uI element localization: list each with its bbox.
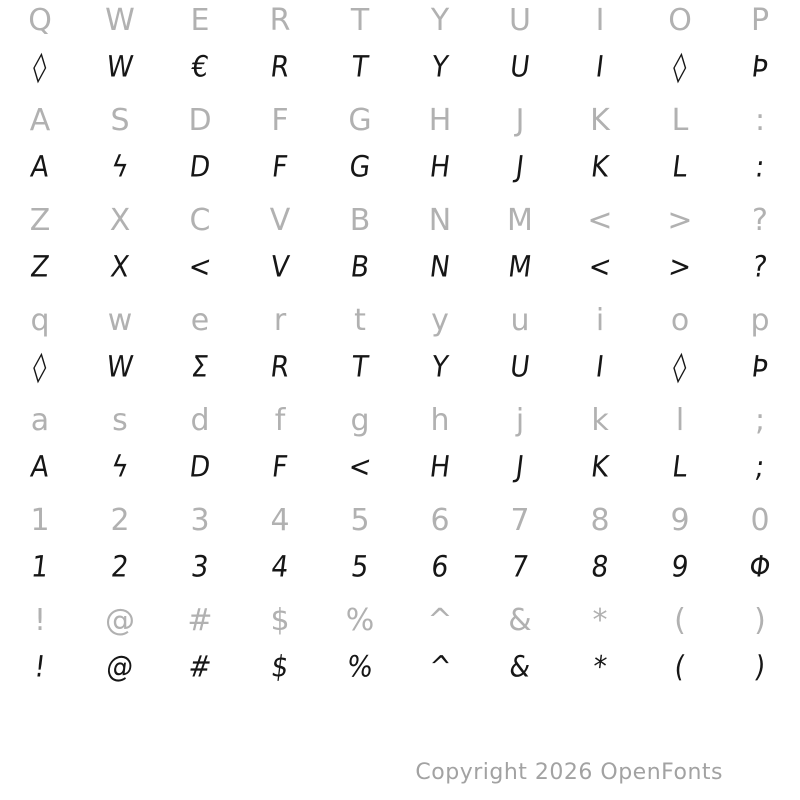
copyright-text: Copyright 2026 OpenFonts [415,760,723,785]
reference-glyph: F [271,102,289,138]
rune-glyph: H [427,148,453,184]
rune-row-asdf-lowercase [0,450,800,500]
rune-glyph: : [753,148,767,184]
rune-glyph: T [349,48,371,84]
reference-glyph: 4 [270,502,290,538]
reference-glyph: 7 [510,502,530,538]
rune-row-symbols [0,650,800,700]
reference-glyph: L [671,102,689,138]
glyph-row-block-qwerty-lowercase [0,300,800,400]
glyph-row-block-digits [0,500,800,600]
reference-glyph: l [675,402,685,438]
rune-glyph: J [513,448,527,484]
reference-glyph: G [348,102,372,138]
rune-glyph: W [104,348,136,384]
rune-glyph: I [593,348,607,384]
reference-glyph: X [109,202,131,238]
rune-glyph: U [508,48,532,84]
rune-glyph: N [427,248,453,284]
reference-glyph: ! [33,602,47,638]
reference-glyph: u [510,302,530,338]
rune-glyph: ^ [426,648,454,684]
reference-glyph: & [508,602,532,638]
reference-glyph: d [190,402,210,438]
reference-glyph: M [507,202,533,238]
reference-glyph: J [515,102,525,138]
rune-glyph: ( [672,648,688,684]
rune-glyph: D [187,448,213,484]
rune-glyph: < [186,248,214,284]
reference-glyph: 3 [190,502,210,538]
reference-glyph: $ [270,602,290,638]
rune-glyph: ◊ [671,48,689,84]
rune-glyph: R [268,48,292,84]
rune-glyph: D [187,148,213,184]
reference-glyph: a [30,402,50,438]
rune-glyph: K [589,448,611,484]
rune-glyph: L [670,148,690,184]
glyph-row-block-asdf-uppercase [0,100,800,200]
reference-glyph: ; [754,402,766,438]
reference-glyph: : [754,102,766,138]
rune-glyph: @ [104,648,136,684]
rune-row-qwerty-uppercase [0,50,800,100]
reference-glyph: ? [752,202,768,238]
rune-glyph: H [427,448,453,484]
rune-glyph: K [589,148,611,184]
rune-glyph: G [347,148,373,184]
glyph-row-block-zxcv-uppercase [0,200,800,300]
reference-glyph: e [190,302,210,338]
rune-glyph: ◊ [671,348,689,384]
reference-glyph: Q [28,2,52,38]
reference-glyph: o [670,302,690,338]
reference-glyph: A [29,102,51,138]
rune-glyph: 1 [29,548,51,584]
rune-glyph: Y [429,48,451,84]
rune-row-asdf-uppercase [0,150,800,200]
reference-glyph: 1 [30,502,50,538]
reference-glyph: j [515,402,525,438]
reference-glyph: * [592,602,608,638]
reference-glyph: K [590,102,610,138]
rune-glyph: 3 [189,548,211,584]
reference-glyph: q [30,302,50,338]
reference-glyph: # [187,602,213,638]
rune-glyph: 8 [589,548,611,584]
reference-glyph: s [112,402,128,438]
rune-glyph: Y [429,348,451,384]
reference-glyph: 6 [430,502,450,538]
reference-glyph: N [428,202,452,238]
rune-glyph: I [593,48,607,84]
reference-glyph: f [274,402,286,438]
rune-glyph: ◊ [31,348,49,384]
rune-glyph: L [670,448,690,484]
reference-glyph: T [350,2,370,38]
rune-glyph: A [28,148,52,184]
reference-glyph: U [509,2,531,38]
reference-glyph: ( [674,602,686,638]
rune-glyph: > [666,248,694,284]
reference-glyph: k [591,402,609,438]
rune-glyph: < [346,448,374,484]
rune-glyph: 2 [109,548,131,584]
rune-glyph: ? [750,248,770,284]
reference-glyph: 2 [110,502,130,538]
rune-glyph: $ [269,648,291,684]
rune-glyph: < [586,248,614,284]
rune-glyph: ! [32,648,48,684]
reference-glyph: y [431,302,449,338]
rune-glyph: ϟ [109,148,131,184]
glyph-row-block-asdf-lowercase [0,400,800,500]
rune-glyph: 7 [509,548,531,584]
reference-glyph: 9 [670,502,690,538]
reference-glyph: P [750,2,770,38]
reference-glyph: S [110,102,130,138]
rune-glyph: R [268,348,292,384]
rune-row-digits [0,550,800,600]
rune-glyph: 9 [669,548,691,584]
rune-glyph: F [270,148,290,184]
rune-glyph: ϟ [109,448,131,484]
reference-glyph: W [105,2,135,38]
rune-glyph: J [513,148,527,184]
reference-glyph: ) [754,602,766,638]
glyph-row-block-symbols [0,600,800,700]
reference-glyph: i [595,302,605,338]
rune-glyph: 5 [349,548,371,584]
rune-glyph: V [268,248,292,284]
reference-glyph: Y [430,2,450,38]
rune-row-zxcv-uppercase [0,250,800,300]
reference-glyph: I [595,2,605,38]
reference-glyph: w [107,302,133,338]
reference-glyph: 8 [590,502,610,538]
rune-glyph: 4 [269,548,291,584]
rune-glyph: 6 [429,548,451,584]
rune-glyph: * [591,648,609,684]
reference-glyph: 0 [750,502,770,538]
reference-glyph: V [269,202,291,238]
rune-glyph: & [507,648,533,684]
reference-glyph: p [750,302,770,338]
rune-glyph: F [270,448,290,484]
reference-glyph: O [668,2,692,38]
rune-glyph: # [186,648,214,684]
rune-glyph: A [28,448,52,484]
reference-glyph: > [667,202,693,238]
rune-glyph: T [349,348,371,384]
rune-glyph: X [108,248,132,284]
rune-glyph: Þ [749,48,771,84]
reference-glyph: 5 [350,502,370,538]
rune-glyph: M [506,248,534,284]
reference-glyph: % [345,602,375,638]
reference-glyph: B [349,202,371,238]
rune-glyph: ◊ [31,48,49,84]
rune-glyph: Φ [747,548,773,584]
reference-glyph: D [188,102,212,138]
reference-glyph: @ [105,602,135,638]
rune-glyph: U [508,348,532,384]
glyph-row-block-qwerty-uppercase [0,0,800,100]
rune-glyph: Σ [189,348,211,384]
rune-glyph: ; [753,448,767,484]
rune-glyph: Þ [749,348,771,384]
reference-glyph: E [190,2,210,38]
reference-glyph: h [430,402,450,438]
reference-glyph: g [350,402,370,438]
reference-glyph: H [428,102,452,138]
rune-glyph: Z [28,248,52,284]
reference-glyph: ^ [427,602,453,638]
rune-glyph: B [348,248,372,284]
rune-glyph: % [345,648,375,684]
reference-glyph: R [269,2,291,38]
reference-glyph: C [189,202,211,238]
rune-glyph: ) [752,648,768,684]
rune-glyph: € [189,48,211,84]
reference-glyph: Z [29,202,51,238]
reference-glyph: r [273,302,287,338]
rune-glyph: W [104,48,136,84]
rune-row-qwerty-lowercase [0,350,800,400]
reference-glyph: < [587,202,613,238]
reference-glyph: t [354,302,366,338]
